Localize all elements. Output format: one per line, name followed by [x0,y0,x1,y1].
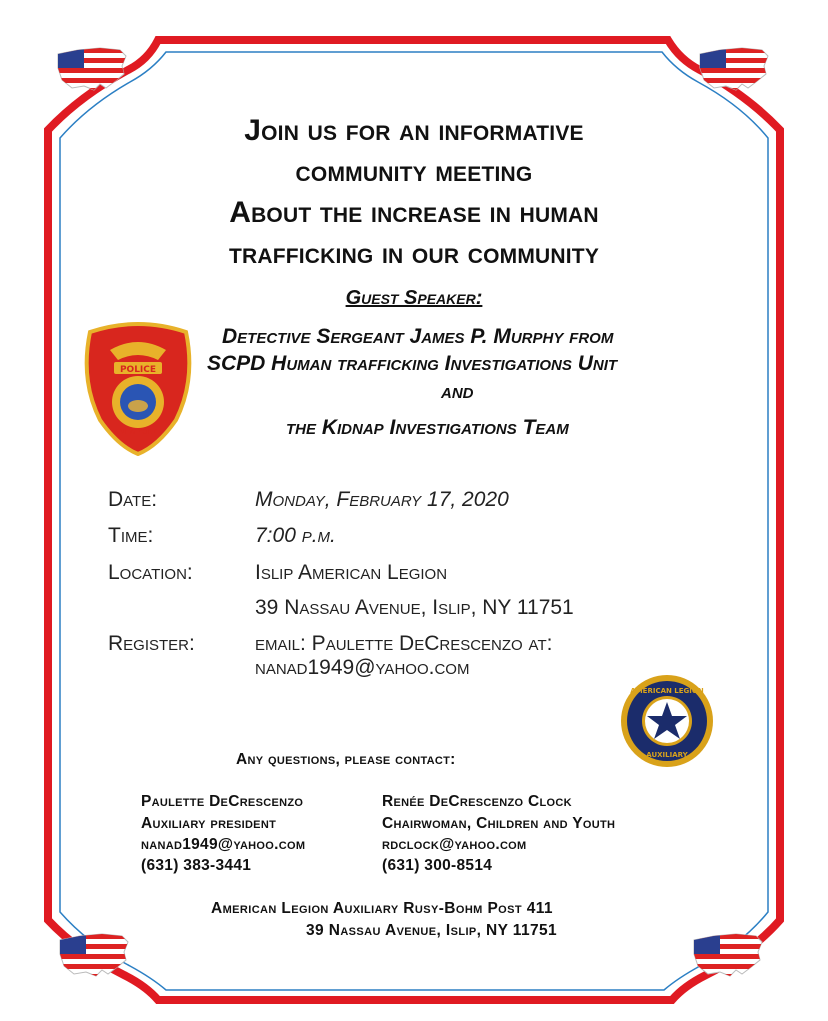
us-flag-map-icon [696,44,772,100]
register-email: nanad1949@yahoo.com [255,656,470,679]
us-flag-map-icon [56,930,132,986]
time-value: 7:00 p.m. [255,524,336,547]
location-value-1: Islip American Legion [255,561,448,584]
contact-left-email: nanad1949@yahoo.com [141,836,306,853]
contact-left-role: Auxiliary president [141,815,277,832]
location-label: Location: [108,561,193,584]
us-flag-map-icon [54,44,130,100]
title-line-1: Join us for an informative [244,114,584,147]
contact-left-phone: (631) 383-3441 [141,857,252,874]
emblem-bottom-text: AUXILIARY [646,751,688,759]
police-patch-icon [80,320,196,456]
speaker-line-1: Detective Sergeant James P. Murphy from [222,325,614,348]
title-line-3: About the increase in human [229,196,599,229]
contact-right-name: Renée DeCrescenzo Clock [382,793,572,810]
location-value-2: 39 Nassau Avenue, Islip, NY 11751 [255,596,574,619]
speaker-line-4: the Kidnap Investigations Team [286,416,569,439]
footer-post-name: American Legion Auxiliary Rusy-Bohm Post 411 [211,900,553,917]
contact-left-name: Paulette DeCrescenzo [141,793,304,810]
patch-top-text: POLICE [119,365,157,375]
date-value: Monday, February 17, 2020 [255,488,509,511]
time-label: Time: [108,524,154,547]
speaker-line-3: and [441,380,474,403]
contact-right-role: Chairwoman, Children and Youth [382,815,616,832]
contact-right-phone: (631) 300-8514 [382,857,493,874]
title-line-4: trafficking in our community [228,237,600,270]
date-label: Date: [108,488,158,511]
guest-speaker-label: Guest Speaker: [345,287,483,309]
speaker-line-2: SCPD Human trafficking Investigations Unit [207,352,618,375]
us-flag-map-icon [690,930,766,986]
footer-address: 39 Nassau Avenue, Islip, NY 11751 [306,922,558,939]
american-legion-auxiliary-emblem-icon [619,673,715,769]
contact-right-email: rdclock@yahoo.com [382,836,527,853]
emblem-top-text: AMERICAN LEGION [630,687,704,695]
contact-heading: Any questions, please contact: [236,751,456,768]
register-value-1: email: Paulette DeCrescenzo at: [255,632,553,655]
register-label: Register: [108,632,195,655]
title-line-2: community meeting [295,155,533,188]
patch-bottom-text: NEW YORK [119,428,157,436]
